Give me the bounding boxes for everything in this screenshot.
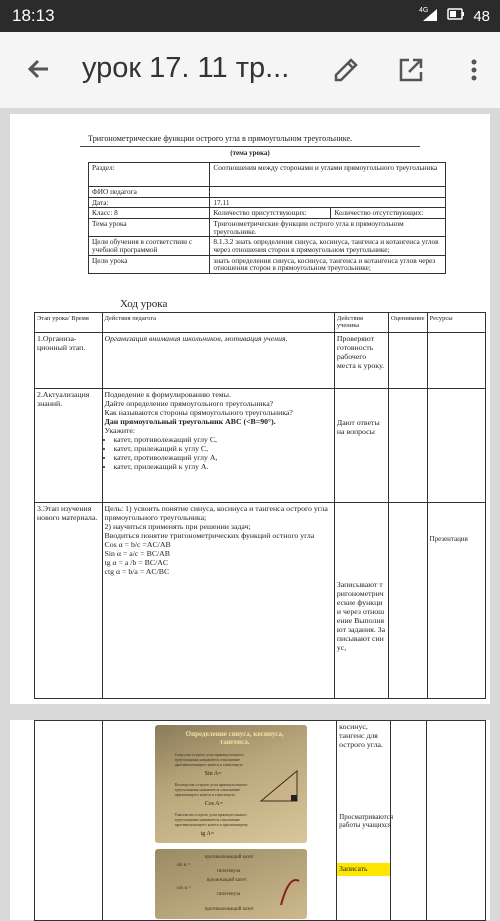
- slide2-cos: cos α =: [176, 886, 192, 891]
- app-bar: [0, 32, 500, 108]
- p2-student: [337, 721, 394, 921]
- row3-line3: Вводиться понятие тригонометрических функций остного угла: [104, 530, 315, 540]
- row3-student-text: Записывают тригонометрические функции через отношение Выполняют задания. Записывают синус,: [336, 579, 386, 652]
- topic-value: Тригонометрические функции острого угла в прямоугольном треугольнике.: [210, 218, 446, 236]
- header-assessment: Оценивание: [388, 313, 427, 333]
- triangle-figure: [259, 769, 299, 803]
- row2-student: [334, 388, 388, 502]
- row3-teacher: [102, 502, 334, 698]
- row2-resources: [427, 388, 485, 502]
- row1-teacher: Организация внимания школьников, мотивация учения.: [102, 332, 334, 388]
- open-external-icon[interactable]: [395, 54, 427, 86]
- p2-teacher: [102, 721, 337, 921]
- slide2-decoration: [277, 871, 301, 907]
- presentation-slide-1: [155, 725, 307, 843]
- plan-title: Ход урока: [120, 298, 168, 310]
- class-label: Класс: 8: [89, 208, 210, 219]
- row2-bullets: [114, 436, 332, 472]
- lesson-goals-label: Цели урока: [89, 255, 210, 273]
- row1-resources: [427, 332, 485, 388]
- row2-stage: 2.Актуализация знаний.: [35, 388, 103, 502]
- document-page-1: [10, 114, 490, 704]
- row1-stage: 1.Организа-ционный этап.: [35, 332, 103, 388]
- row2-line4: Дан прямоугольный треугольник АВС (<В=90°).: [104, 416, 276, 426]
- row2-line3: Как называются стороны прямоугольного треугольника?: [104, 407, 293, 417]
- header-resources: Ресурсы: [427, 313, 485, 333]
- date-label: Дата:: [89, 197, 210, 208]
- row3-resources: [427, 502, 485, 698]
- row2-line1: Подведение к формулированию темы.: [104, 389, 231, 399]
- slide1-text-2: Косинусом острого угла прямоугольного треугольника называется отношение прилежащего катета к гипотенузе: [174, 782, 248, 797]
- teacher-value: [210, 187, 446, 198]
- list-item: • катет, прилежащий к углу С,: [114, 445, 332, 454]
- status-bar: [0, 0, 500, 32]
- doc-subtitle: (тема урока): [230, 149, 270, 157]
- presentation-slide-2: [155, 849, 307, 919]
- p2-stage: [35, 721, 103, 921]
- p2-assessment: [391, 721, 427, 921]
- lesson-plan-table-continued: [34, 720, 486, 921]
- present-label: Количество присутствующих:: [210, 208, 331, 219]
- slide2-label-2: гипотенуза: [216, 869, 241, 874]
- row2-assessment: [388, 388, 427, 502]
- list-item: • катет, противолежащий углу С,: [114, 436, 332, 445]
- slide2-label-4: гипотенуза: [216, 892, 241, 897]
- battery-icon: [447, 7, 465, 25]
- p2-resources: [427, 721, 486, 921]
- slide2-label-1: противолежащий катет: [204, 855, 254, 860]
- slide1-formula-tg: tg A=: [200, 831, 215, 837]
- lesson-info-table: [88, 162, 446, 274]
- formula-ctg: ctg α = b/a = AC/BC: [104, 566, 170, 576]
- slide1-text-1: Синусом острого угла прямоугольного треугольника называется отношение противолежащего катета к гипотенузе: [174, 752, 244, 767]
- list-item: • катет, противолежащий углу А,: [114, 454, 332, 463]
- goals-label: Цели обучения в соответствии с учебной программой: [89, 237, 210, 255]
- signal-icon: [419, 6, 439, 26]
- row1-assessment: [388, 332, 427, 388]
- formula-tg: tg α = a /b = BC/AC: [104, 557, 169, 567]
- battery-level: 48: [473, 7, 490, 25]
- header-student: Действия ученика: [334, 313, 388, 333]
- formula-cos: Cos α = b/c =AC/AB: [104, 539, 171, 549]
- title-underline: [80, 146, 420, 147]
- doc-title: Тригонометрические функции острого угла в прямоугольном треугольнике.: [88, 134, 353, 143]
- lesson-plan-table: [34, 312, 486, 699]
- network-type: 4G: [419, 7, 429, 14]
- row3-assessment: [388, 502, 427, 698]
- slide1-formula-sin: Sin A=: [204, 771, 222, 777]
- status-time: 18:13: [12, 6, 55, 25]
- section-value: Соотношения между сторонами и углами прямоугольного треугольника: [210, 163, 446, 187]
- date-value: 17.11: [210, 197, 446, 208]
- row3-line2: 2) научиться применять при решении задач;: [104, 521, 251, 531]
- document-page-2: [10, 720, 490, 920]
- slide1-text-3: Тангенсом острого угла прямоугольного треугольника называется отношение противолежащего катета к прилежащему: [174, 812, 248, 827]
- status-icons: [419, 6, 490, 26]
- lesson-goals-value: знать определения синуса, косинуса, тангенса и котангенса углов через отношения сторон в прямоугольном треугольнике;: [210, 255, 446, 273]
- topic-label: Тема урока: [89, 218, 210, 236]
- back-arrow-icon[interactable]: [22, 54, 54, 86]
- list-item: • катет, прилежащий к углу А.: [114, 463, 332, 472]
- p2-student-text-1: косинус, тангенс для острого угла.: [339, 722, 383, 749]
- goals-value: 8.1.3.2 знать определения синуса, косинуса, тангенса и котангенса углов через отношения сторон в прямоугольном треугольнике;: [210, 237, 446, 255]
- section-label: Раздел:: [89, 163, 210, 187]
- slide2-sin: sin α =: [176, 863, 191, 868]
- slide1-formula-cos: Cos A=: [204, 801, 223, 807]
- slide1-title: Определение синуса, косинуса, тангенса.: [185, 730, 284, 746]
- document-title: урок 17. 11 тр...: [82, 52, 290, 84]
- header-teacher: Действия педагога: [102, 313, 334, 333]
- row3-stage: 3.Этап изучения нового материала.: [35, 502, 103, 698]
- more-vert-icon[interactable]: [458, 54, 490, 86]
- teacher-label: ФИО педагога: [89, 187, 210, 198]
- slide2-label-5: противолежащий катет: [204, 907, 254, 912]
- absent-label: Количество отсутствующих:: [331, 208, 446, 219]
- p2-student-text-2: Просматриваются работы учащихся: [339, 813, 394, 830]
- document-viewer[interactable]: [0, 108, 500, 912]
- row2-line5: Укажите:: [104, 425, 136, 435]
- row1-student: Проверяют готовность рабочего места к уроку.: [334, 332, 388, 388]
- row2-student-text: Дают ответы на вопросы: [336, 417, 380, 436]
- p2-student-text-3: Записать: [337, 863, 390, 876]
- slide2-label-3: прилежащий катет: [206, 878, 247, 883]
- header-stage: Этап урока/ Время: [35, 313, 103, 333]
- edit-pencil-icon[interactable]: [330, 54, 362, 86]
- row3-student: [334, 502, 388, 698]
- row3-resources-text: Презентация: [429, 534, 468, 543]
- row3-line1: Цель: 1) усвоить понятие синуса, косинуса и тангенса острого угла прямоугольного треугольника;: [104, 503, 328, 522]
- row2-teacher: [102, 388, 334, 502]
- row2-line2: Дайте определение прямоугольного треугольника?: [104, 398, 274, 408]
- formula-sin: Sin α = a/c = BC/AB: [104, 548, 171, 558]
